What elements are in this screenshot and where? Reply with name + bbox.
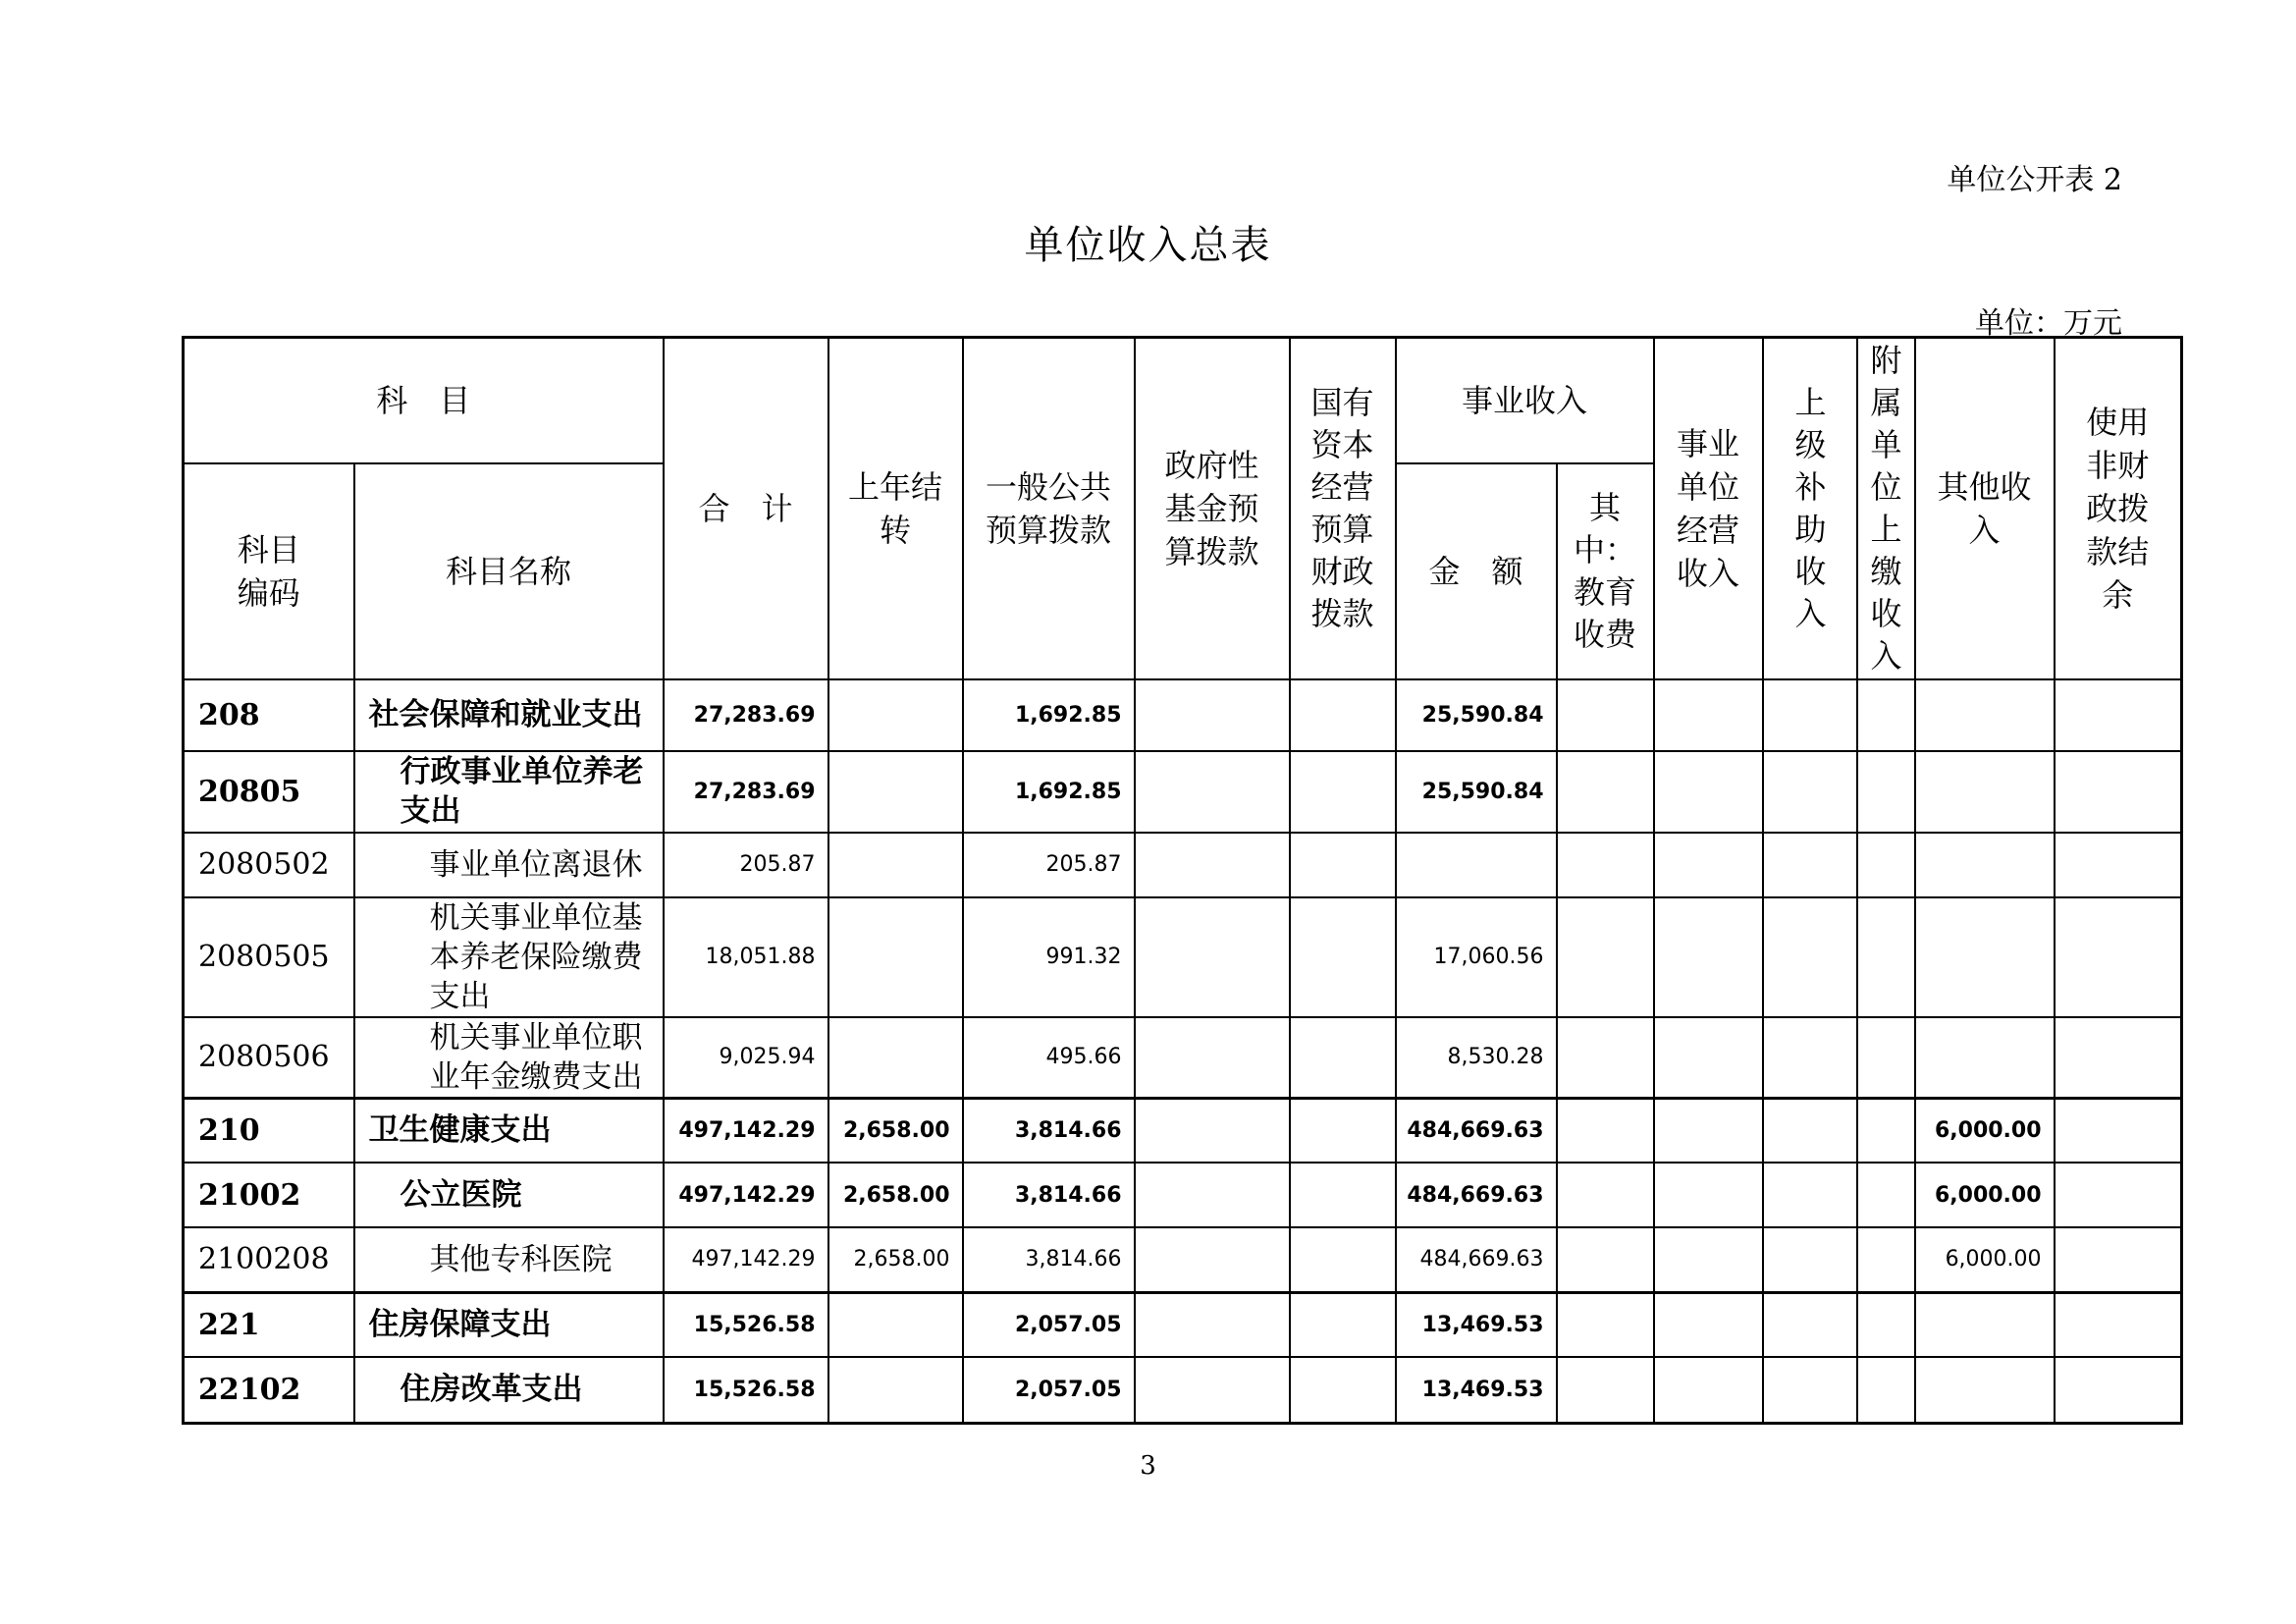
table-row [184,1017,2182,1099]
subject-code-cell: 2100208 [184,1227,354,1292]
subject-code-cell: 2080506 [184,1017,354,1099]
subject-code-cell: 210 [184,1098,354,1163]
other-income-cell [1915,1017,2055,1099]
non-fiscal-balance-cell [2055,679,2182,751]
amount-cell: 25,590.84 [1396,679,1557,751]
subject-name-cell: 事业单位离退休 [354,833,664,897]
edu-fee-cell [1557,1163,1654,1227]
affiliated-income-cell [1857,679,1915,751]
total-cell: 497,142.29 [664,1098,828,1163]
non-fiscal-balance-cell [2055,1292,2182,1357]
header-total: 合 计 [664,338,828,679]
amount-cell: 484,669.63 [1396,1227,1557,1292]
other-income-cell [1915,679,2055,751]
header-affiliated-income: 附属单位上缴收入 [1857,338,1915,679]
edu-fee-cell [1557,679,1654,751]
form-id: 单位公开表 2 [1947,163,2122,197]
general-budget-cell: 1,692.85 [963,751,1135,833]
other-income-cell [1915,751,2055,833]
subject-name-cell: 其他专科医院 [354,1227,664,1292]
carryover-cell [828,833,963,897]
general-budget-cell: 205.87 [963,833,1135,897]
operating-income-cell [1654,897,1763,1017]
gov-fund-cell [1135,1292,1290,1357]
carryover-cell [828,751,963,833]
subject-name-cell: 卫生健康支出 [354,1098,664,1163]
edu-fee-cell [1557,1292,1654,1357]
affiliated-income-cell [1857,1292,1915,1357]
header-general-budget: 一般公共预算拨款 [963,338,1135,679]
edu-fee-cell [1557,1357,1654,1423]
other-income-cell [1915,833,2055,897]
non-fiscal-balance-cell [2055,1227,2182,1292]
general-budget-cell: 2,057.05 [963,1292,1135,1357]
total-cell: 18,051.88 [664,897,828,1017]
superior-subsidy-cell [1763,751,1857,833]
subject-name-cell: 机关事业单位职业年金缴费支出 [354,1017,664,1099]
total-cell: 205.87 [664,833,828,897]
operating-income-cell [1654,1098,1763,1163]
table-row [184,1098,2182,1163]
affiliated-income-cell [1857,833,1915,897]
carryover-cell: 2,658.00 [828,1098,963,1163]
operating-income-cell [1654,1292,1763,1357]
subject-name-cell: 住房改革支出 [354,1357,664,1423]
subject-name-cell: 社会保障和就业支出 [354,679,664,751]
general-budget-cell: 495.66 [963,1017,1135,1099]
table-row [184,1357,2182,1423]
header-edu-fee: 其中：教育收费 [1557,463,1654,679]
superior-subsidy-cell [1763,1357,1857,1423]
state-capital-cell [1290,751,1396,833]
general-budget-cell: 3,814.66 [963,1098,1135,1163]
state-capital-cell [1290,1292,1396,1357]
header-non-fiscal-balance: 使用非财政拨款结余 [2055,338,2182,679]
general-budget-cell: 1,692.85 [963,679,1135,751]
state-capital-cell [1290,679,1396,751]
total-cell: 497,142.29 [664,1163,828,1227]
table-row [184,833,2182,897]
amount-cell [1396,833,1557,897]
non-fiscal-balance-cell [2055,1098,2182,1163]
gov-fund-cell [1135,1098,1290,1163]
general-budget-cell: 3,814.66 [963,1227,1135,1292]
operating-income-cell [1654,1227,1763,1292]
superior-subsidy-cell [1763,1163,1857,1227]
amount-cell: 484,669.63 [1396,1098,1557,1163]
non-fiscal-balance-cell [2055,833,2182,897]
subject-code-cell: 2080502 [184,833,354,897]
total-cell: 9,025.94 [664,1017,828,1099]
state-capital-cell [1290,1163,1396,1227]
non-fiscal-balance-cell [2055,751,2182,833]
state-capital-cell [1290,1098,1396,1163]
amount-cell: 13,469.53 [1396,1292,1557,1357]
header-state-capital: 国有资本经营预算财政拨款 [1290,338,1396,679]
superior-subsidy-cell [1763,1017,1857,1099]
operating-income-cell [1654,833,1763,897]
header-business-income: 事业收入 [1396,338,1654,463]
superior-subsidy-cell [1763,897,1857,1017]
carryover-cell [828,679,963,751]
gov-fund-cell [1135,1017,1290,1099]
header-carryover: 上年结转 [828,338,963,679]
carryover-cell: 2,658.00 [828,1163,963,1227]
total-cell: 27,283.69 [664,751,828,833]
state-capital-cell [1290,1357,1396,1423]
header-operating-income: 事业单位经营收入 [1654,338,1763,679]
subject-code-cell: 20805 [184,751,354,833]
edu-fee-cell [1557,833,1654,897]
subject-name-cell: 公立医院 [354,1163,664,1227]
affiliated-income-cell [1857,1017,1915,1099]
amount-cell: 17,060.56 [1396,897,1557,1017]
operating-income-cell [1654,1163,1763,1227]
non-fiscal-balance-cell [2055,1017,2182,1099]
general-budget-cell: 3,814.66 [963,1163,1135,1227]
total-cell: 15,526.58 [664,1357,828,1423]
table-header [184,338,2182,679]
other-income-cell: 6,000.00 [1915,1163,2055,1227]
amount-cell: 13,469.53 [1396,1357,1557,1423]
edu-fee-cell [1557,751,1654,833]
gov-fund-cell [1135,1227,1290,1292]
gov-fund-cell [1135,1357,1290,1423]
operating-income-cell [1654,1357,1763,1423]
header-subject: 科 目 [184,338,664,463]
amount-cell: 484,669.63 [1396,1163,1557,1227]
general-budget-cell: 2,057.05 [963,1357,1135,1423]
non-fiscal-balance-cell [2055,1163,2182,1227]
edu-fee-cell [1557,1227,1654,1292]
subject-name-cell: 住房保障支出 [354,1292,664,1357]
page-title: 单位收入总表 [1024,223,1272,268]
superior-subsidy-cell [1763,1098,1857,1163]
superior-subsidy-cell [1763,1292,1857,1357]
carryover-cell [828,1357,963,1423]
affiliated-income-cell [1857,1098,1915,1163]
total-cell: 497,142.29 [664,1227,828,1292]
header-name: 科目名称 [354,463,664,679]
subject-code-cell: 22102 [184,1357,354,1423]
edu-fee-cell [1557,1017,1654,1099]
subject-name-cell: 行政事业单位养老支出 [354,751,664,833]
header-gov-fund: 政府性基金预算拨款 [1135,338,1290,679]
header-superior-subsidy: 上级补助收入 [1763,338,1857,679]
non-fiscal-balance-cell [2055,897,2182,1017]
table-row [184,751,2182,833]
gov-fund-cell [1135,1163,1290,1227]
table-row [184,1227,2182,1292]
state-capital-cell [1290,897,1396,1017]
subject-code-cell: 21002 [184,1163,354,1227]
superior-subsidy-cell [1763,679,1857,751]
gov-fund-cell [1135,897,1290,1017]
other-income-cell: 6,000.00 [1915,1227,2055,1292]
carryover-cell [828,1292,963,1357]
affiliated-income-cell [1857,1227,1915,1292]
carryover-cell [828,897,963,1017]
other-income-cell: 6,000.00 [1915,1098,2055,1163]
operating-income-cell [1654,751,1763,833]
amount-cell: 8,530.28 [1396,1017,1557,1099]
table-row [184,1163,2182,1227]
page-number: 3 [1140,1451,1156,1481]
affiliated-income-cell [1857,897,1915,1017]
header-code: 科目编码 [184,463,354,679]
carryover-cell: 2,658.00 [828,1227,963,1292]
non-fiscal-balance-cell [2055,1357,2182,1423]
total-cell: 27,283.69 [664,679,828,751]
table-body [184,679,2182,1424]
subject-name-cell: 机关事业单位基本养老保险缴费支出 [354,897,664,1017]
operating-income-cell [1654,1017,1763,1099]
other-income-cell [1915,1357,2055,1423]
affiliated-income-cell [1857,1163,1915,1227]
superior-subsidy-cell [1763,1227,1857,1292]
edu-fee-cell [1557,1098,1654,1163]
header-amount: 金 额 [1396,463,1557,679]
superior-subsidy-cell [1763,833,1857,897]
gov-fund-cell [1135,679,1290,751]
header-other-income: 其他收入 [1915,338,2055,679]
gov-fund-cell [1135,751,1290,833]
subject-code-cell: 221 [184,1292,354,1357]
other-income-cell [1915,1292,2055,1357]
operating-income-cell [1654,679,1763,751]
state-capital-cell [1290,833,1396,897]
subject-code-cell: 2080505 [184,897,354,1017]
total-cell: 15,526.58 [664,1292,828,1357]
table-row [184,897,2182,1017]
state-capital-cell [1290,1017,1396,1099]
subject-code-cell: 208 [184,679,354,751]
affiliated-income-cell [1857,1357,1915,1423]
edu-fee-cell [1557,897,1654,1017]
income-summary-table [182,336,2183,1425]
unit-label: 单位：万元 [1975,306,2122,341]
other-income-cell [1915,897,2055,1017]
amount-cell: 25,590.84 [1396,751,1557,833]
general-budget-cell: 991.32 [963,897,1135,1017]
affiliated-income-cell [1857,751,1915,833]
state-capital-cell [1290,1227,1396,1292]
carryover-cell [828,1017,963,1099]
table-row [184,679,2182,751]
gov-fund-cell [1135,833,1290,897]
table-row [184,1292,2182,1357]
